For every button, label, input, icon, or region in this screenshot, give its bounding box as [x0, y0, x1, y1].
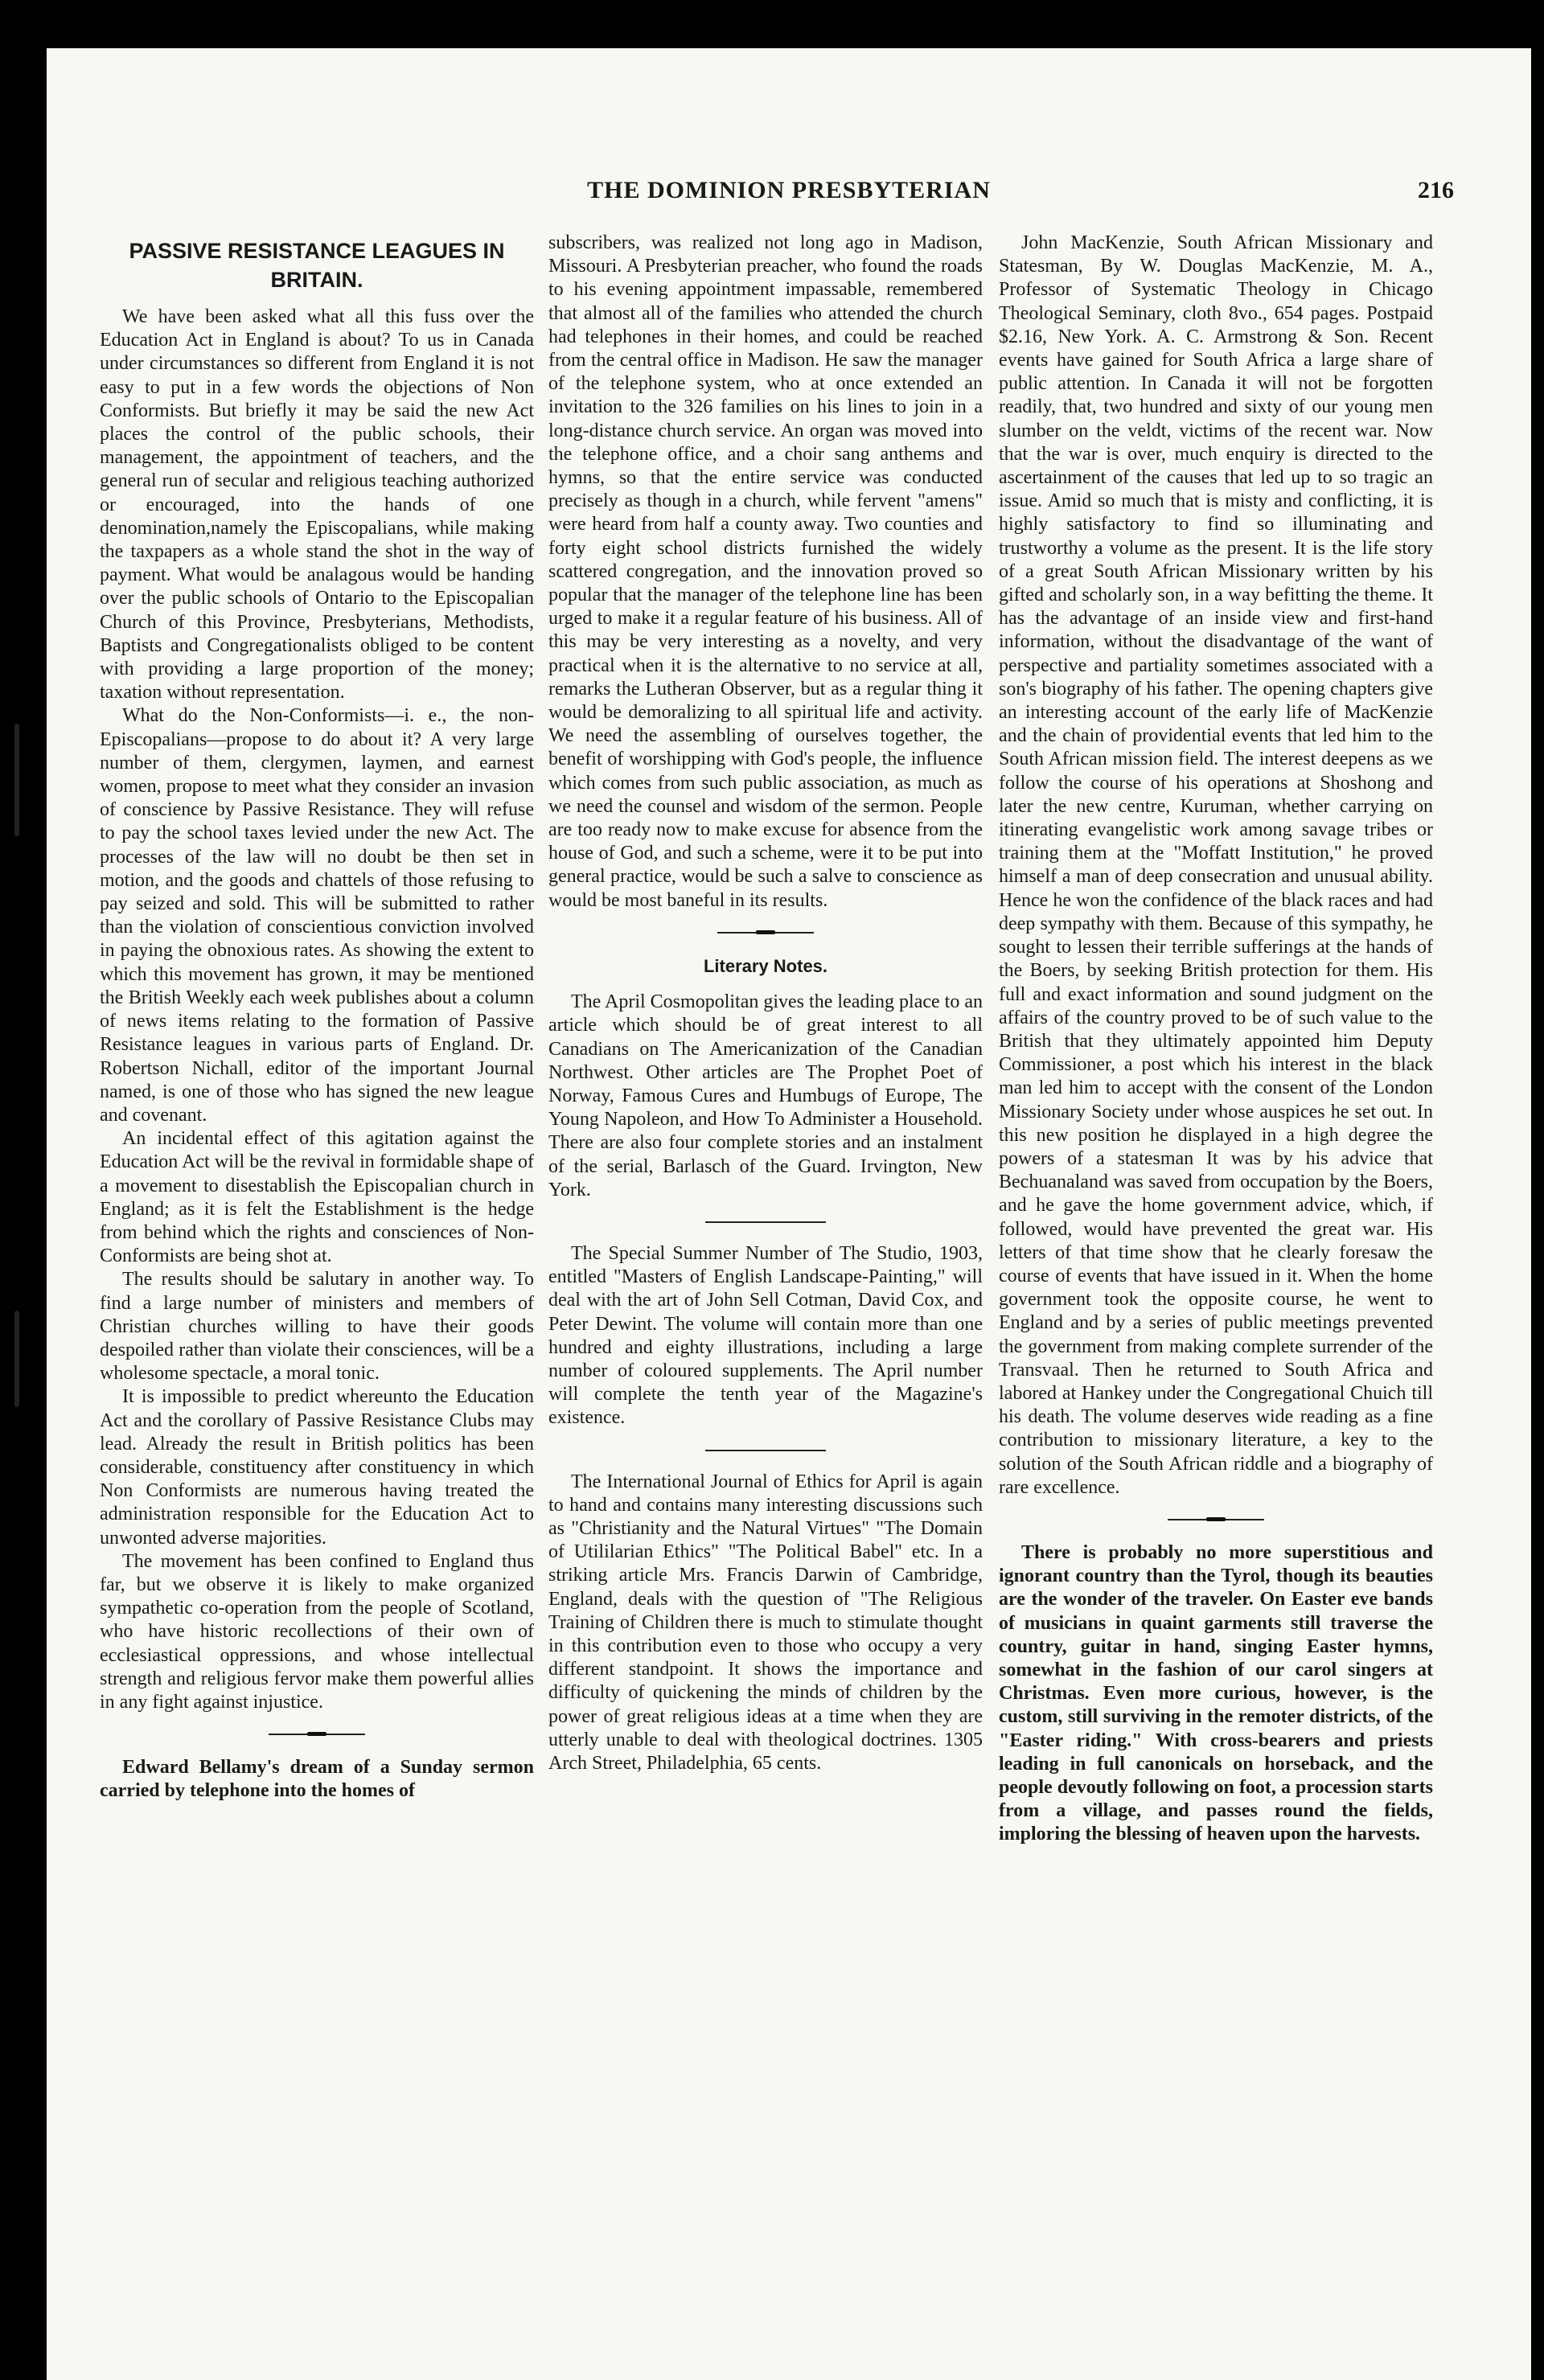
article-heading: PASSIVE RESISTANCE LEAGUES IN BRITAIN.	[129, 239, 505, 292]
tyrol-paragraph: There is probably no more superstitious and ignorant country than the Tyrol, though its beauties are the wonder of the traveler. On Easter eve bands of musicians in quaint garments still traverse the country, guitar in hand, singing Easter hymns, somewhat in the fashion of our carol singers at Christmas. Even more curious, however, is the custom, still surviving in the remoter districts, of the "Easter riding." With cross-bearers and priests leading in full canonicals on horseback, and the people devoutly following on foot, a procession starts from a village, and passes round the fields, imploring the blessing of heaven upon the harvests.	[999, 1541, 1433, 1845]
margin-ink-mark	[14, 1311, 19, 1407]
literary-notes-heading: Literary Notes.	[703, 955, 828, 976]
column-2	[548, 232, 983, 1775]
column-1	[100, 232, 534, 1803]
article-paragraph: The results should be salutary in another way. To find a large number of ministers and members of Christian churches willing to have their goods despoiled rather than violate their consciences, will be a wholesome spectacle, a moral tonic.	[100, 1269, 534, 1385]
newspaper-page	[47, 48, 1531, 2380]
running-head	[47, 177, 1531, 206]
article-paragraph: The movement has been confined to England thus far, but we observe it is likely to make organized sympathetic co-operation from the people of Scotland, who have historic recollections of their own of ecclesiastical oppressions, and whose intellectual strength and religious fervor make them powerful allies in any fight against injustice.	[100, 1550, 534, 1713]
note-separator	[705, 1450, 826, 1451]
book-review: John MacKenzie, South African Missionary and Statesman, By W. Douglas MacKenzie, M. A., Professor of Systematic Theology in Chicago Theological Seminary, cloth 8vo., 654 pages. Postpaid $2.16, New York. A. C. Armstrong & Son. Recent events have gained for South Africa a large share of public attention. In Canada it will not be forgotten readily, that, two hundred and sixty of our young men slumber on the veldt, victims of the recent war. Now that the war is over, much enquiry is directed to the ascertainment of the causes that led up to so tragic an issue. Amid so much that is misty and conflicting, it is highly satisfactory to find so illuminating and trustworthy a volume as the present. It is the life story of a great South African Missionary written by his gifted and scholarly son, in a way befitting the theme. It has the advantage of an inside view and first-hand information, without the disadvantage of the want of perspective and partiality sometimes associated with a son's biography of his father. The opening chapters give an interesting account of the early life of MacKenzie and the chain of providential events that led him to the South African mission field. The interest deepens as we follow the course of his operations at Shoshong and later the new centre, Kuruman, whether carrying on itinerating evangelistic work among savage tribes or training them at the "Moffatt Institution," he proved himself a man of deep consecration and unusual ability. Hence he won the confidence of the black races and had deep sympathy with them. Because of this sympathy, he sought to lessen their terrible sufferings at the hands of the Boers, by seeking British protection for them. His full and exact information and sound judgment on the affairs of the country proved to be of such value to the British that they ultimately appointed him Deputy Commissioner, a post which his interest in the black man led him to accept with the consent of the London Missionary Society under whose auspices he set out. In this new position he displayed in a high degree the powers of a statesman It was by his advice that Bechuanaland was saved from occupation by the Boers, and he gave the home government advice, which, if followed, would have prevented the great war. His letters of that time show that he clearly foresaw the course of events that have issued in it. When the home government took the opposite course, he went to England and by a series of public meetings prevented the government from making complete surrender of the Transvaal. Then he returned to South Africa and labored at Hankey under the Congregational Chuich till his death. The volume deserves wide reading as a fine contribution to missionary literature, a key to the solution of the South African riddle and a biography of rare excellence.	[999, 232, 1433, 1498]
margin-ink-mark	[14, 724, 19, 836]
section-divider	[717, 932, 814, 934]
section-divider	[1168, 1519, 1264, 1520]
bellamy-paragraph-continued: subscribers, was realized not long ago in Madison, Missouri. A Presbyterian preacher, who found the roads to his evening appointment impassable, remembered that almost all of the families who attended the church had telephones in their homes, and could be reached from the central office in Madison. He saw the manager of the telephone system, who at once extended an invitation to the 326 families on his lines to join in a long-distance church service. An organ was moved into the telephone office, and a choir sang anthems and hymns, so that the entire service was conducted precisely as though in a church, while fervent "amens" were heard from half a county away. Two counties and forty eight school districts furnished the widely scattered congregation, and the innovation proved so popular that the manager of the telephone line has been urged to make it a regular feature of his business. All of this may be very interesting as a novelty, and very practical when it is the alternative to no service at all, remarks the Lutheran Observer, but as a regular thing it would be demoralizing to all spiritual life and activity. We need the assembling of ourselves together, the benefit of worshipping with God's people, the influence which comes from such public association, as much as we need the counsel and wisdom of the sermon. People are too ready now to make excuse for absence from the house of God, and such a scheme, were it to be put into general practice, would be such a salve to conscience as would be most baneful in its results.	[548, 232, 983, 911]
article-paragraph: What do the Non-Conformists—i. e., the non-Episcopalians—propose to do about it? A very large number of them, clergymen, laymen, and earnest women, propose to meet what they consider an invasion of conscience by Passive Resistance. They will refuse to pay the school taxes levied under the new Act. The processes of the law will no doubt be then set in motion, and the goods and chattels of those refusing to pay seized and sold. This will be submitted to rather than the violation of conscientious conviction involved in paying the obnoxious rates. As showing the extent to which this movement has grown, it may be mentioned the British Weekly each week publishes about a column of news items relating to the formation of Passive Resistance leagues in various parts of England. Dr. Robertson Nichall, editor of the important Journal named, is one of those who has signed the new league and covenant.	[100, 705, 534, 1126]
literary-note: The April Cosmopolitan gives the leading place to an article which should be of great interest to all Canadians on The Americanization of the Canadian Northwest. Other articles are The Prophet Poet of Norway, Famous Cures and Humbugs of Europe, The Young Napoleon, and How To Administer a Household. There are also four complete stories and an instalment of the serial, Barlasch of the Guard. Irvington, New York.	[548, 991, 983, 1200]
article-paragraph: It is impossible to predict whereunto the Education Act and the corollary of Passive Resistance Clubs may lead. Already the result in British politics has been considerable, constituency after constituency in which Non Conformists are numerous having treated the administration responsible for the Education Act to unwonted adverse majorities.	[100, 1386, 534, 1549]
column-3	[999, 232, 1433, 1847]
literary-note: The Special Summer Number of The Studio, 1903, entitled "Masters of English Landscape-Painting," will deal with the art of John Sell Cotman, David Cox, and Peter Dewint. The volume will contain more than one hundred and eighty illustrations, including a large number of coloured supplements. The April number will complete the tenth year of the Magazine's existence.	[548, 1242, 983, 1429]
page-number: 216	[1418, 177, 1454, 203]
article-paragraph: We have been asked what all this fuss over the Education Act in England is about? To us in Canada under circumstances so different from England it is not easy to put in a few words the objections of Non Conformists. But briefly it may be said the new Act places the control of the public schools, their management, the appointment of teachers, and the general run of secular and religious teaching authorized or encouraged, into the hands of one denomination,namely the Episcopalians, while making the taxpapers as a whole stand the shot in the way of payment. What would be analagous would be handing over the public schools of Ontario to the Episcopalian Church of this Province, Presbyterians, Methodists, Baptists and Congregationalists obliged to be content with providing a large proportion of the money; taxation without representation.	[100, 306, 534, 704]
publication-title: THE DOMINION PRESBYTERIAN	[587, 177, 991, 203]
section-divider	[269, 1734, 365, 1735]
note-separator	[705, 1221, 826, 1223]
literary-note: The International Journal of Ethics for April is again to hand and contains many interesting discussions such as "Christianity and the Natural Virtues" "The Domain of Utililarian Ethics" "The Political Babel" etc. In a striking article Mrs. Francis Darwin of Cambridge, England, deals with the question of "The Religious Training of Children there is much to stimulate thought in this contribution even to those who occupy a very different standpoint. It shows the importance and difficulty of quickening the minds of children by the power of great religious ideas at a time when they are utterly unable to deal with theological doctrines. 1305 Arch Street, Philadelphia, 65 cents.	[548, 1471, 983, 1774]
bellamy-paragraph-start: Edward Bellamy's dream of a Sunday sermon carried by telephone into the homes of	[100, 1757, 534, 1802]
article-paragraph: An incidental effect of this agitation against the Education Act will be the revival in formidable shape of a movement to disestablish the Episcopalian church in England; as it is felt the Establishment is the hedge from behind which the rights and consciences of Non-Conformists are being shot at.	[100, 1128, 534, 1267]
